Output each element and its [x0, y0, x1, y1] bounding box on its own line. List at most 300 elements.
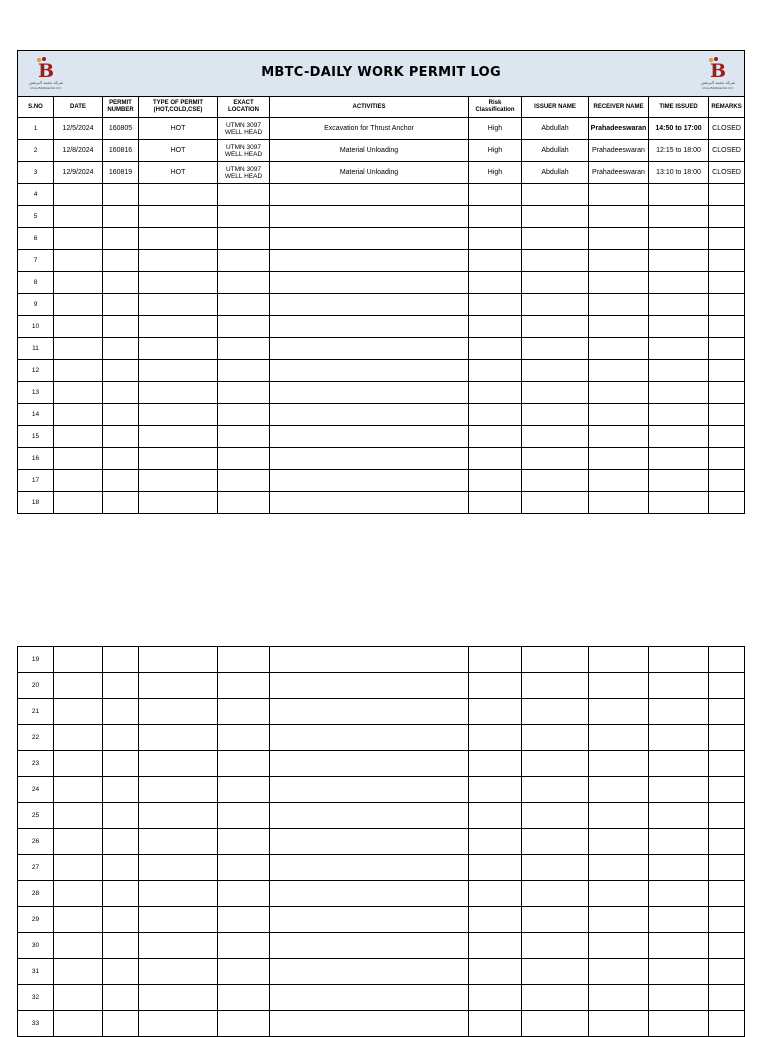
cell-sno: 28: [18, 881, 54, 907]
table-row: [18, 338, 745, 360]
table-cell: [54, 426, 103, 448]
column-header: S.NO: [18, 97, 54, 118]
table-cell: [522, 492, 589, 514]
table-cell: [649, 803, 709, 829]
table-cell: [218, 228, 270, 250]
table-cell: [54, 985, 103, 1011]
table-cell: [522, 725, 589, 751]
table-cell: [139, 725, 218, 751]
table-row: [18, 118, 745, 140]
table-cell: [139, 272, 218, 294]
cell-sno: 2: [18, 140, 54, 162]
table-cell: [103, 985, 139, 1011]
table-cell: [270, 647, 469, 673]
table-cell: [522, 404, 589, 426]
company-logo-right: [696, 56, 740, 92]
table-row: [18, 228, 745, 250]
table-cell: [649, 751, 709, 777]
table-cell: [270, 470, 469, 492]
table-cell: [589, 673, 649, 699]
table-cell: [54, 250, 103, 272]
cell-sno: 3: [18, 162, 54, 184]
table-cell: [649, 272, 709, 294]
table-cell: [522, 803, 589, 829]
cell-sno: 1: [18, 118, 54, 140]
table-cell: [649, 725, 709, 751]
table-cell: [270, 803, 469, 829]
cell-permit-type: HOT: [139, 118, 218, 140]
cell-risk: High: [469, 118, 522, 140]
table-cell: [54, 184, 103, 206]
table-cell: [218, 855, 270, 881]
table-cell: [103, 699, 139, 725]
table-cell: [709, 777, 745, 803]
table-cell: [522, 470, 589, 492]
table-row: [18, 382, 745, 404]
title-cell: [18, 51, 745, 97]
table-cell: [649, 959, 709, 985]
table-cell: [709, 184, 745, 206]
table-row: [18, 699, 745, 725]
cell-permit-type: HOT: [139, 162, 218, 184]
table-cell: [54, 959, 103, 985]
table-cell: [270, 404, 469, 426]
table-cell: [139, 250, 218, 272]
table-cell: [522, 673, 589, 699]
table-cell: [469, 184, 522, 206]
table-cell: [469, 933, 522, 959]
table-cell: [103, 725, 139, 751]
table-cell: [589, 426, 649, 448]
cell-permit-type: HOT: [139, 140, 218, 162]
table-cell: [709, 338, 745, 360]
table-cell: [469, 751, 522, 777]
cell-time-issued: 13:10 to 18:00: [649, 162, 709, 184]
table-cell: [218, 829, 270, 855]
table-cell: [218, 250, 270, 272]
cell-sno: 21: [18, 699, 54, 725]
table-cell: [522, 933, 589, 959]
table-row: [18, 316, 745, 338]
cell-location: UTMN 3097 WELL HEAD: [218, 118, 270, 140]
table-cell: [709, 360, 745, 382]
table-cell: [103, 907, 139, 933]
table-cell: [54, 448, 103, 470]
company-logo-left: [24, 56, 68, 92]
table-cell: [649, 250, 709, 272]
table-cell: [522, 426, 589, 448]
table-cell: [469, 777, 522, 803]
table-cell: [103, 294, 139, 316]
table-cell: [649, 673, 709, 699]
table-cell: [103, 448, 139, 470]
cell-sno: 31: [18, 959, 54, 985]
table-cell: [218, 907, 270, 933]
cell-location: UTMN 3097 WELL HEAD: [218, 140, 270, 162]
table-cell: [139, 338, 218, 360]
logo-arabic-text: شركة محمد البرغش: [701, 80, 736, 85]
cell-sno: 24: [18, 777, 54, 803]
table-cell: [589, 470, 649, 492]
table-cell: [218, 206, 270, 228]
table-cell: [139, 492, 218, 514]
table-cell: [54, 777, 103, 803]
table-cell: [218, 933, 270, 959]
table-row: [18, 803, 745, 829]
table-cell: [270, 855, 469, 881]
table-cell: [139, 448, 218, 470]
cell-sno: 13: [18, 382, 54, 404]
table-cell: [589, 316, 649, 338]
table-row: [18, 426, 745, 448]
table-cell: [709, 470, 745, 492]
table-cell: [103, 492, 139, 514]
cell-sno: 19: [18, 647, 54, 673]
table-cell: [139, 777, 218, 803]
table-cell: [589, 751, 649, 777]
table-cell: [709, 907, 745, 933]
table-cell: [54, 647, 103, 673]
table-row: [18, 360, 745, 382]
table-cell: [139, 673, 218, 699]
table-cell: [139, 751, 218, 777]
table-cell: [54, 803, 103, 829]
cell-sno: 27: [18, 855, 54, 881]
table-row: [18, 206, 745, 228]
table-cell: [139, 855, 218, 881]
table-cell: [270, 777, 469, 803]
table-cell: [103, 959, 139, 985]
logo-arabic-text: شركة محمد البرغش: [28, 80, 64, 85]
table-cell: [270, 250, 469, 272]
table-cell: [522, 228, 589, 250]
table-cell: [270, 907, 469, 933]
table-cell: [522, 907, 589, 933]
table-cell: [218, 470, 270, 492]
cell-sno: 5: [18, 206, 54, 228]
table-cell: [103, 829, 139, 855]
table-cell: [139, 959, 218, 985]
table-row: [18, 492, 745, 514]
table-cell: [139, 228, 218, 250]
table-cell: [589, 228, 649, 250]
table-cell: [589, 803, 649, 829]
table-cell: [469, 855, 522, 881]
table-cell: [139, 907, 218, 933]
table-row: [18, 933, 745, 959]
table-cell: [589, 360, 649, 382]
table-cell: [709, 959, 745, 985]
table-cell: [589, 492, 649, 514]
table-cell: [54, 360, 103, 382]
table-cell: [709, 699, 745, 725]
table-cell: [589, 448, 649, 470]
table-cell: [709, 647, 745, 673]
table-cell: [139, 206, 218, 228]
cell-risk: High: [469, 162, 522, 184]
page-title: MBTC-DAILY WORK PERMIT LOG: [261, 64, 501, 80]
table-cell: [139, 360, 218, 382]
table-cell: [218, 184, 270, 206]
table-cell: [54, 294, 103, 316]
table-cell: [270, 959, 469, 985]
table-cell: [139, 316, 218, 338]
table-cell: [709, 933, 745, 959]
column-header: EXACT LOCATION: [218, 97, 270, 118]
cell-activity: Material Unloading: [270, 162, 469, 184]
table-cell: [54, 673, 103, 699]
table-cell: [139, 699, 218, 725]
table-cell: [270, 426, 469, 448]
table-cell: [709, 492, 745, 514]
table-cell: [649, 360, 709, 382]
cell-permit-number: 160805: [103, 118, 139, 140]
cell-issuer: Abdullah: [522, 140, 589, 162]
table-cell: [218, 985, 270, 1011]
table-cell: [469, 404, 522, 426]
cell-date: 12/8/2024: [54, 140, 103, 162]
table-cell: [218, 699, 270, 725]
table-cell: [469, 470, 522, 492]
cell-sno: 23: [18, 751, 54, 777]
cell-sno: 15: [18, 426, 54, 448]
table-cell: [270, 184, 469, 206]
table-row: [18, 162, 745, 184]
table-row: [18, 294, 745, 316]
table-cell: [522, 829, 589, 855]
logo-latin-text: M.AL-BARGHASH CO.: [702, 86, 734, 90]
table-cell: [103, 360, 139, 382]
table-cell: [589, 725, 649, 751]
table-cell: [522, 985, 589, 1011]
cell-permit-number: 160819: [103, 162, 139, 184]
table-cell: [649, 184, 709, 206]
cell-sno: 20: [18, 673, 54, 699]
table-cell: [649, 338, 709, 360]
logo-letter: B: [37, 60, 55, 82]
table-cell: [270, 673, 469, 699]
table-cell: [649, 228, 709, 250]
table-cell: [218, 338, 270, 360]
table-cell: [139, 881, 218, 907]
column-header: REMARKS: [709, 97, 745, 118]
table-cell: [522, 272, 589, 294]
column-header: ISSUER NAME: [522, 97, 589, 118]
table-cell: [469, 907, 522, 933]
table-row: [18, 184, 745, 206]
table-cell: [103, 338, 139, 360]
table-cell: [218, 777, 270, 803]
column-header: TYPE OF PERMIT (HOT,COLD,CSE): [139, 97, 218, 118]
table-cell: [589, 959, 649, 985]
table-cell: [270, 338, 469, 360]
table-cell: [649, 777, 709, 803]
table-cell: [139, 294, 218, 316]
column-header: RECEIVER NAME: [589, 97, 649, 118]
table-cell: [469, 250, 522, 272]
permit-log-table-page-1: [17, 50, 745, 514]
table-cell: [270, 751, 469, 777]
table-cell: [469, 959, 522, 985]
cell-date: 12/5/2024: [54, 118, 103, 140]
table-cell: [522, 647, 589, 673]
table-cell: [649, 382, 709, 404]
table-cell: [649, 933, 709, 959]
table-cell: [54, 907, 103, 933]
table-cell: [103, 250, 139, 272]
table-cell: [522, 959, 589, 985]
table-cell: [522, 382, 589, 404]
table-row: [18, 751, 745, 777]
table-row: [18, 272, 745, 294]
cell-activity: Excavation for Thrust Anchor: [270, 118, 469, 140]
table-cell: [589, 699, 649, 725]
table-cell: [54, 751, 103, 777]
table-cell: [589, 206, 649, 228]
table-cell: [469, 448, 522, 470]
cell-date: 12/9/2024: [54, 162, 103, 184]
table-cell: [218, 448, 270, 470]
table-cell: [218, 382, 270, 404]
cell-time-issued: 14:50 to 17:00: [649, 118, 709, 140]
cell-sno: 4: [18, 184, 54, 206]
table-cell: [709, 673, 745, 699]
cell-sno: 26: [18, 829, 54, 855]
table-cell: [54, 492, 103, 514]
cell-receiver: Prahadeeswaran: [589, 118, 649, 140]
table-row: [18, 470, 745, 492]
table-cell: [589, 404, 649, 426]
table-cell: [469, 294, 522, 316]
table-cell: [103, 404, 139, 426]
table-cell: [589, 855, 649, 881]
table-cell: [522, 699, 589, 725]
table-cell: [54, 382, 103, 404]
table-row: [18, 673, 745, 699]
table-cell: [709, 206, 745, 228]
table-cell: [54, 699, 103, 725]
table-cell: [522, 855, 589, 881]
table-cell: [139, 829, 218, 855]
table-row: [18, 725, 745, 751]
logo-letter: B: [710, 60, 727, 82]
table-cell: [589, 382, 649, 404]
table-cell: [649, 647, 709, 673]
table-cell: [139, 382, 218, 404]
table-row: [18, 404, 745, 426]
table-row: [18, 250, 745, 272]
table-cell: [103, 206, 139, 228]
cell-sno: 22: [18, 725, 54, 751]
table-cell: [139, 803, 218, 829]
table-row: [18, 829, 745, 855]
table-cell: [589, 294, 649, 316]
cell-sno: 7: [18, 250, 54, 272]
table-cell: [103, 751, 139, 777]
table-cell: [709, 250, 745, 272]
table-cell: [218, 272, 270, 294]
table-cell: [589, 184, 649, 206]
table-cell: [270, 933, 469, 959]
cell-permit-number: 160816: [103, 140, 139, 162]
table-cell: [103, 933, 139, 959]
table-cell: [709, 404, 745, 426]
table-cell: [270, 360, 469, 382]
table-cell: [218, 404, 270, 426]
table-cell: [469, 881, 522, 907]
table-cell: [54, 470, 103, 492]
table-cell: [649, 316, 709, 338]
cell-issuer: Abdullah: [522, 118, 589, 140]
table-cell: [270, 881, 469, 907]
column-header: DATE: [54, 97, 103, 118]
table-cell: [589, 881, 649, 907]
table-cell: [469, 673, 522, 699]
cell-location: UTMN 3097 WELL HEAD: [218, 162, 270, 184]
cell-time-issued: 12:15 to 18:00: [649, 140, 709, 162]
table-cell: [218, 959, 270, 985]
column-header: Risk Classification: [469, 97, 522, 118]
cell-sno: 8: [18, 272, 54, 294]
table-cell: [589, 272, 649, 294]
cell-sno: 14: [18, 404, 54, 426]
cell-sno: 12: [18, 360, 54, 382]
table-cell: [589, 647, 649, 673]
table-cell: [649, 985, 709, 1011]
table-cell: [469, 647, 522, 673]
table-cell: [139, 470, 218, 492]
cell-sno: 32: [18, 985, 54, 1011]
table-cell: [709, 751, 745, 777]
cell-activity: Material Unloading: [270, 140, 469, 162]
table-cell: [469, 829, 522, 855]
table-cell: [589, 777, 649, 803]
cell-remarks: CLOSED: [709, 140, 745, 162]
table-cell: [522, 881, 589, 907]
table-row: [18, 448, 745, 470]
table-cell: [522, 338, 589, 360]
table-cell: [709, 272, 745, 294]
table-cell: [270, 725, 469, 751]
table-cell: [522, 294, 589, 316]
cell-sno: 6: [18, 228, 54, 250]
table-cell: [469, 206, 522, 228]
table-cell: [469, 699, 522, 725]
table-cell: [649, 426, 709, 448]
table-cell: [103, 184, 139, 206]
table-cell: [103, 316, 139, 338]
table-cell: [589, 338, 649, 360]
table-cell: [469, 316, 522, 338]
table-cell: [218, 673, 270, 699]
cell-issuer: Abdullah: [522, 162, 589, 184]
table-cell: [589, 907, 649, 933]
table-cell: [270, 294, 469, 316]
table-cell: [649, 881, 709, 907]
table-cell: [54, 338, 103, 360]
table-cell: [522, 777, 589, 803]
column-header: TIME ISSUED: [649, 97, 709, 118]
table-cell: [589, 250, 649, 272]
header-row: [18, 97, 745, 118]
table-cell: [649, 404, 709, 426]
table-cell: [469, 272, 522, 294]
table-cell: [218, 360, 270, 382]
table-cell: [270, 985, 469, 1011]
cell-receiver: Prahadeeswaran: [589, 140, 649, 162]
table-cell: [709, 985, 745, 1011]
table-cell: [218, 725, 270, 751]
